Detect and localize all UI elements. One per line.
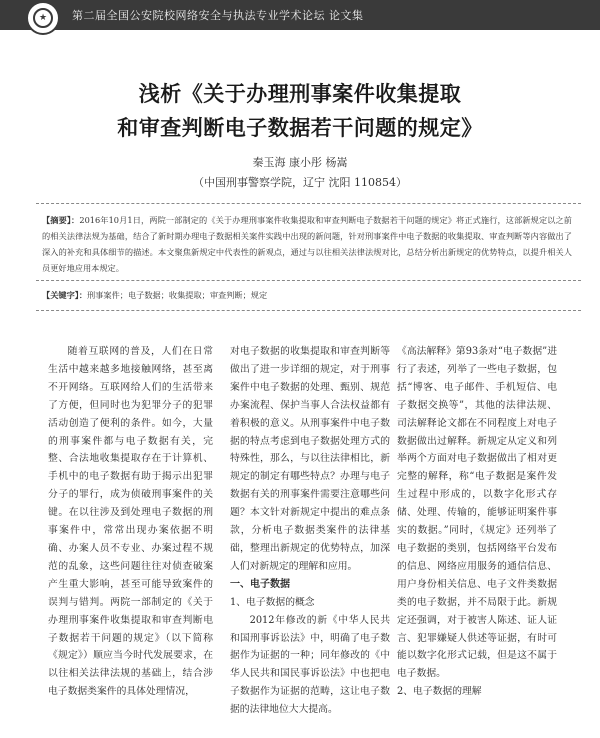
paper-title-line2: 和审查判断电子数据若干问题的规定》 [117, 116, 483, 140]
star-icon: ★ [33, 8, 53, 28]
keywords [42, 290, 572, 301]
paragraph: 《高法解释》第93条对“电子数据”进行了表述，列举了一些电子数据，包括“博客、电子邮件、手机短信、电子数据交换等”，其他的法律法规、司法解释论文都在不同程度上对电子数据做出过解释。新规定从定义和列举两个方面对电子数据做出了相对更完整的解释，称“电子数据是案件发生过程中形成的，以数字化形式存储、处理、传输的，能够证明案件事实的数据。”同时，《规定》还列举了电子数据的类别，包括网络平台发布的信息、网络应用服务的通信信息、用户身份相关信息、电子文件类数据类的电子数据，并不局限于此。新规定还强调，对于被害人陈述、证人证言、犯罪嫌疑人供述等证据，有时可能以数字化形式记载，但是这不属于电子数据。 [397, 346, 557, 680]
authors: 秦玉海 康小彤 杨嵩 [252, 156, 348, 169]
header-bar [0, 0, 600, 30]
divider [36, 280, 581, 281]
running-header: 第二届全国公安院校网络安全与执法专业学术论坛 论文集 [72, 9, 364, 22]
keywords-label: 【关键字】： [42, 290, 88, 300]
affiliation: （中国刑事警察学院，辽宁 沈阳 110854） [193, 176, 407, 189]
paper-title-line1: 浅析《关于办理刑事案件收集提取 [138, 82, 462, 106]
abstract [42, 212, 572, 276]
paragraph: 对电子数据的收集提取和审查判断等做出了进一步详细的规定，对于刑事案件中电子数据的处理、甄别、规范办案流程、保护当事人合法权益都有着积极的意义。从刑事案件中电子数据的特点考虑到电子数据处理方式的特殊性，那么，与以往法律相比，新规定的制定有哪些特点？办理与电子数据有关的刑事案件需要注意哪些问题？本文针对新规定中提出的难点条款，分析电子数据类案件的法律基础，整理出新规定的优势特点，加深人们对新规定的理解和应用。 [230, 346, 390, 572]
subsection-heading: 2、电子数据的理解 [397, 686, 482, 698]
abstract-text: 2016年10月1日，两院一部制定的《关于办理刑事案件收集提取和审查判断电子数据若干问题的规定》将正式施行，这部新规定以之前的相关法律法规为基础，结合了新时期办理电子数据相关案件实践中出现的新问题，针对刑事案件中电子数据的收集提取、审查判断等内容做出了深入的补充和具体细节的描述。本文聚焦新规定中代表性的新观点，通过与以往相关法律法规对比，总结分析出新规定的优势特点，以提升相关人员更好地应用本规定。 [42, 215, 572, 273]
paragraph: 随着互联网的普及，人们在日常生活中越来越多地接触网络，甚至离不开网络。互联网给人们的生活带来了方便，但同时也为犯罪分子的犯罪活动创造了便利的条件。如今，大量的刑事案件都与电子数据有关，完整、合法地收集提取存在于计算机、手机中的电子数据有助于揭示出犯罪分子的罪行，成为侦破刑事案件的关键。在以往涉及到处理电子数据的刑事案件中，常常出现办案依据不明确、办案人员不专业、办案过程不规范的乱象，这些问题往往对侦查破案产生重大影响，甚至可能导致案件的误判与错判。两院一部制定的《关于办理刑事案件收集提取和审查判断电子数据若干问题的规定》（以下简称《规定》）顺应当今时代发展要求，在以往相关法律法规的基础上，结合涉电子数据类案件的具体处理情况， [48, 346, 213, 698]
body-column-3 [397, 343, 557, 701]
abstract-label: 【摘要】： [42, 215, 80, 225]
keywords-text: 刑事案件；电子数据；收集提取；审查判断；规定 [87, 290, 268, 300]
divider [36, 310, 581, 311]
section-heading: 一、电子数据 [230, 578, 290, 590]
conference-logo [26, 1, 60, 35]
subsection-heading: 1、电子数据的概念 [230, 596, 315, 608]
paragraph: 2012年修改的新《中华人民共和国刑事诉讼法》中，明确了电子数据作为证据的一种；同年修改的《中华人民共和国民事诉讼法》中也把电子数据作为证据的范畴，这让电子数据的法律地位大大提高。 [230, 614, 390, 716]
divider [36, 203, 581, 204]
body-column-1 [48, 343, 213, 701]
body-column-2 [230, 343, 390, 719]
